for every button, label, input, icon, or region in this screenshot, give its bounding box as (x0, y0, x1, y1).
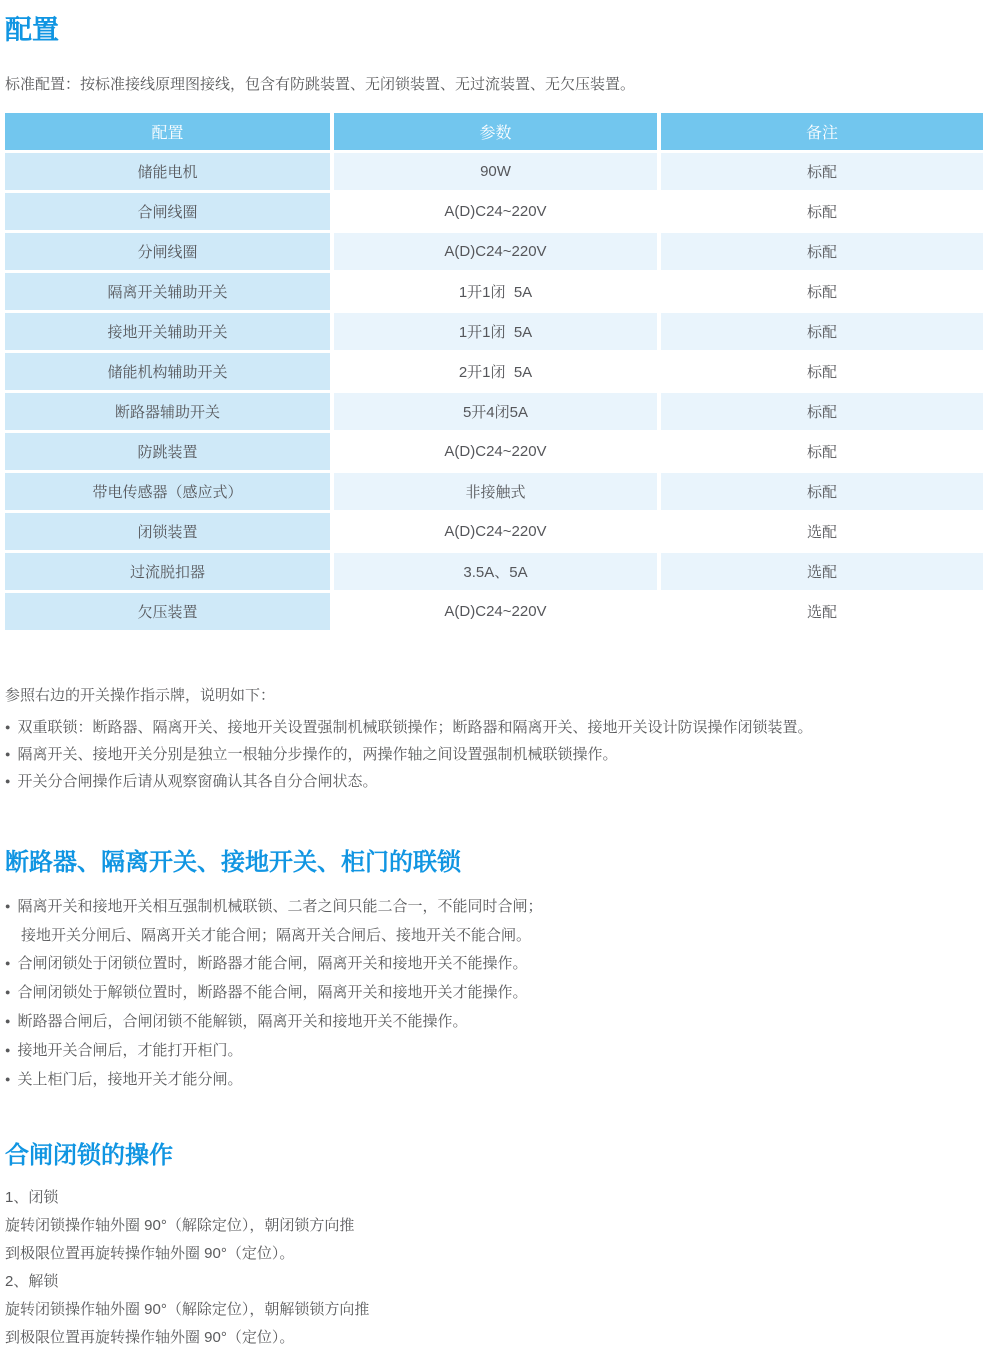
step-line: 旋转闭锁操作轴外圈 90°（解除定位），朝解锁锁方向推 (5, 1301, 370, 1318)
table-cell: 标配 (661, 233, 983, 270)
table-row (5, 193, 983, 230)
list-item (5, 979, 1000, 1008)
list-item (5, 893, 1000, 922)
table-cell: 5开4闭5A (334, 393, 657, 430)
list-item-text: 隔离开关、接地开关分别是独立一根轴分步操作的，两操作轴之间设置强制机械联锁操作。 (17, 746, 618, 763)
table-header-cell: 参数 (334, 113, 657, 150)
table-row (5, 153, 983, 190)
table-cell: 断路器辅助开关 (5, 393, 330, 430)
table-row (5, 473, 983, 510)
table-cell: 标配 (661, 153, 983, 190)
config-table (5, 113, 983, 630)
step-line: 旋转闭锁操作轴外圈 90°（解除定位），朝闭锁方向推 (5, 1217, 355, 1234)
table-cell: 过流脱扣器 (5, 553, 330, 590)
bullet-icon: ● (5, 987, 11, 997)
list-item-text: 双重联锁：断路器、隔离开关、接地开关设置强制机械联锁操作；断路器和隔离开关、接地开关设计防误操作闭锁装置。 (17, 719, 813, 736)
list-item-text: 断路器合闸后，合闸闭锁不能解锁，隔离开关和接地开关不能操作。 (17, 1013, 468, 1030)
page-title: 配置 (5, 15, 59, 45)
bullet-icon: ● (5, 1045, 11, 1055)
table-cell: 选配 (661, 513, 983, 550)
interlock-list (5, 893, 1000, 1095)
table-cell: A(D)C24~220V (334, 193, 657, 230)
table-cell: 标配 (661, 313, 983, 350)
table-cell: 分闸线圈 (5, 233, 330, 270)
table-cell: 储能机构辅助开关 (5, 353, 330, 390)
table-cell: 欠压装置 (5, 593, 330, 630)
list-item-text: 合闸闭锁处于闭锁位置时，断路器才能合闸，隔离开关和接地开关不能操作。 (17, 955, 528, 972)
bullet-icon: ● (5, 901, 11, 911)
table-cell: 3.5A、5A (334, 553, 657, 590)
table-cell: 标配 (661, 353, 983, 390)
list-item (5, 715, 1000, 742)
intro-text: 标准配置：按标准接线原理图接线，包含有防跳装置、无闭锁装置、无过流装置、无欠压装置。 (5, 76, 636, 93)
list-item-text: 接地开关分闸后、隔离开关才能合闸；隔离开关合闸后、接地开关不能合闸。 (21, 927, 532, 944)
table-cell: 标配 (661, 393, 983, 430)
list-item (5, 1008, 1000, 1037)
bullet-icon: ● (5, 749, 11, 759)
table-row (5, 353, 983, 390)
table-row (5, 313, 983, 350)
table-row (5, 433, 983, 470)
table-cell: 选配 (661, 593, 983, 630)
table-cell: A(D)C24~220V (334, 233, 657, 270)
table-cell: 标配 (661, 273, 983, 310)
operation-section-title: 合闸闭锁的操作 (5, 1142, 173, 1169)
bullet-icon: ● (5, 1016, 11, 1026)
table-row (5, 593, 983, 630)
table-cell: 非接触式 (334, 473, 657, 510)
list-item (5, 1066, 1000, 1095)
step-line: 1、闭锁 (5, 1189, 59, 1206)
table-cell: 接地开关辅助开关 (5, 313, 330, 350)
bullet-icon: ● (5, 1074, 11, 1084)
table-cell: 闭锁装置 (5, 513, 330, 550)
table-row (5, 273, 983, 310)
table-header-row (5, 113, 983, 150)
list-item-text: 隔离开关和接地开关相互强制机械联锁、二者之间只能二合一，不能同时合闸； (17, 898, 543, 915)
table-cell: 标配 (661, 473, 983, 510)
list-item-text: 开关分合闸操作后请从观察窗确认其各自分合闸状态。 (17, 773, 378, 790)
interlock-section-title: 断路器、隔离开关、接地开关、柜门的联锁 (5, 849, 461, 876)
table-cell: 标配 (661, 193, 983, 230)
table-row (5, 513, 983, 550)
bullet-icon: ● (5, 776, 11, 786)
list-item (5, 769, 1000, 796)
list-item-text: 关上柜门后，接地开关才能分闸。 (17, 1071, 243, 1088)
table-cell: A(D)C24~220V (334, 593, 657, 630)
table-row (5, 233, 983, 270)
table-header-cell: 备注 (661, 113, 983, 150)
table-cell: 90W (334, 153, 657, 190)
table-cell: 选配 (661, 553, 983, 590)
bullet-icon: ● (5, 958, 11, 968)
list-item (5, 950, 1000, 979)
table-row (5, 393, 983, 430)
step-line: 到极限位置再旋转操作轴外圈 90°（定位）。 (5, 1245, 295, 1262)
table-cell: 1开1闭 5A (334, 273, 657, 310)
notes-list (5, 715, 1000, 796)
list-item-text: 合闸闭锁处于解锁位置时，断路器不能合闸，隔离开关和接地开关才能操作。 (17, 984, 528, 1001)
table-cell: 1开1闭 5A (334, 313, 657, 350)
table-cell: 2开1闭 5A (334, 353, 657, 390)
table-cell: A(D)C24~220V (334, 513, 657, 550)
notes-intro: 参照右边的开关操作指示牌，说明如下： (5, 687, 276, 704)
table-cell: 带电传感器（感应式） (5, 473, 330, 510)
table-cell: 储能电机 (5, 153, 330, 190)
table-header-cell: 配置 (5, 113, 330, 150)
table-cell: 合闸线圈 (5, 193, 330, 230)
list-item-continuation (5, 922, 1000, 950)
list-item (5, 742, 1000, 769)
bullet-icon: ● (5, 722, 11, 732)
list-item-text: 接地开关合闸后，才能打开柜门。 (17, 1042, 243, 1059)
step-line: 到极限位置再旋转操作轴外圈 90°（定位）。 (5, 1329, 295, 1346)
list-item (5, 1037, 1000, 1066)
table-row (5, 553, 983, 590)
table-cell: 隔离开关辅助开关 (5, 273, 330, 310)
table-cell: 标配 (661, 433, 983, 470)
operation-steps (5, 1184, 1000, 1352)
table-cell: A(D)C24~220V (334, 433, 657, 470)
step-line: 2、解锁 (5, 1273, 59, 1290)
table-cell: 防跳装置 (5, 433, 330, 470)
